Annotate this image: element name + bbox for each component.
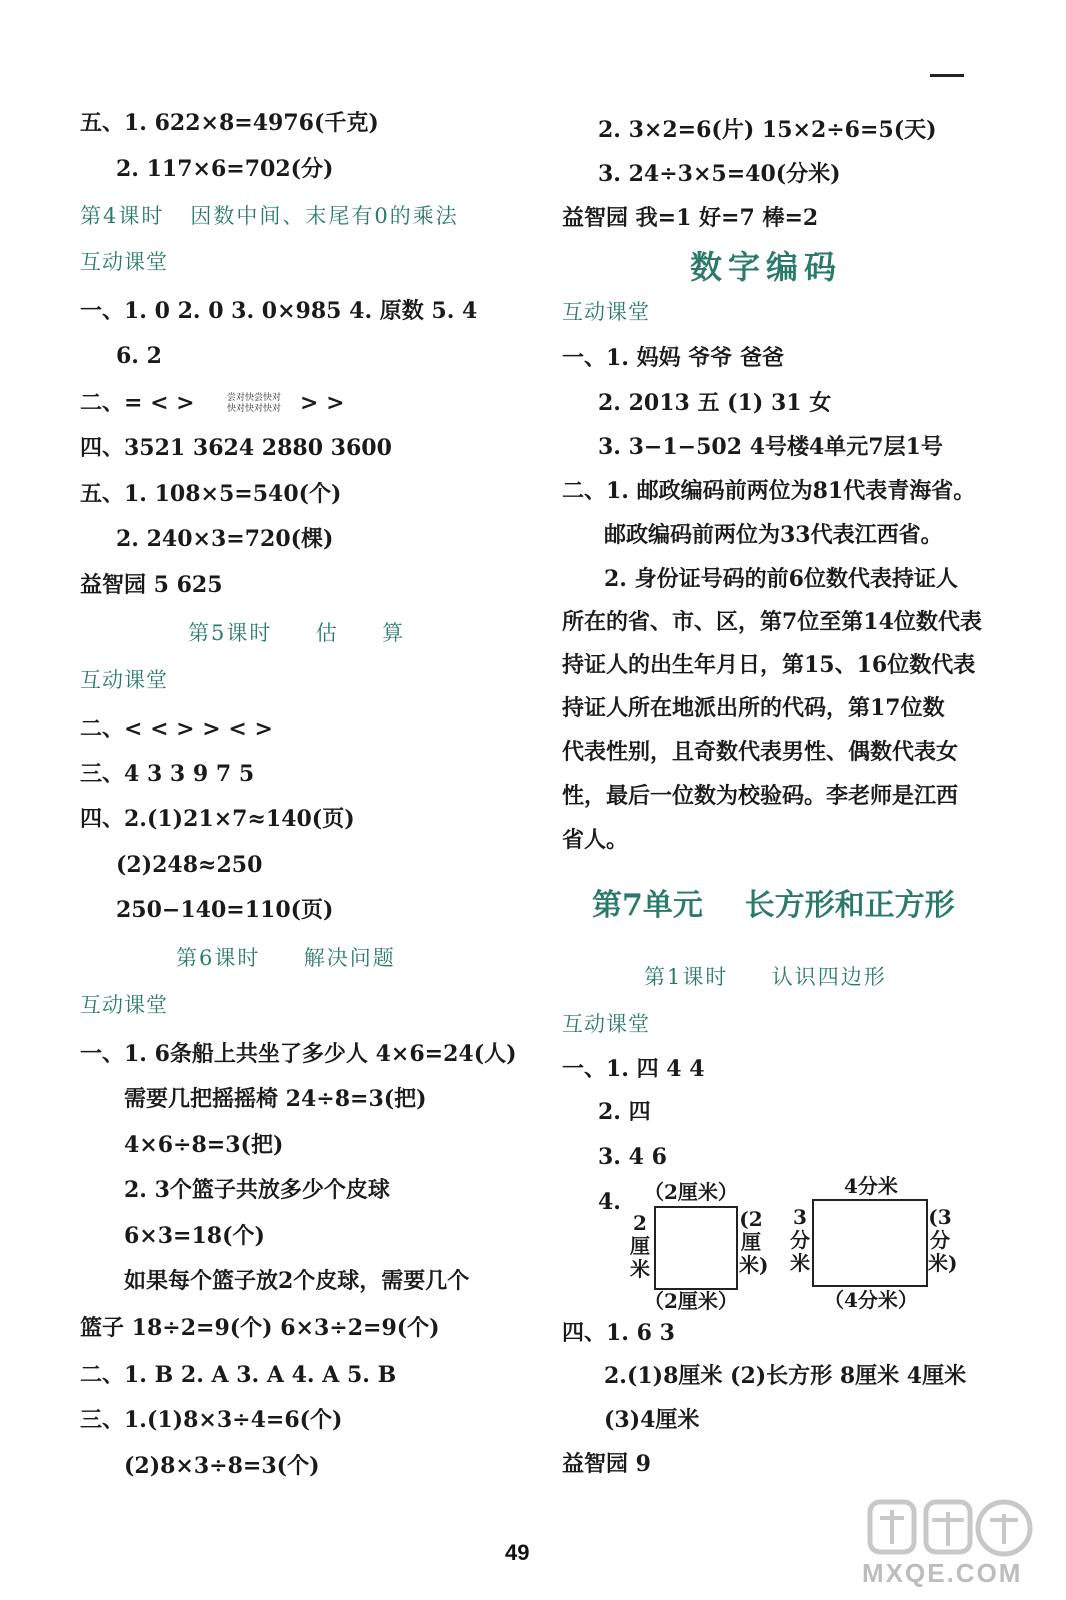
- section-title: 数字编码: [690, 248, 843, 286]
- answer-line: 3. 4 6: [598, 1144, 667, 1170]
- answer-line: 2. 240×3=720(棵): [116, 526, 334, 552]
- answer-line: 2. 3个篮子共放多少个皮球: [124, 1177, 390, 1203]
- section-label: 互动课堂: [80, 250, 168, 274]
- answer-line: 五、1. 622×8=4976(千克): [80, 110, 379, 136]
- section-label: 互动课堂: [80, 668, 168, 692]
- answer-line: > >: [300, 390, 345, 416]
- unit-title: 第7单元 长方形和正方形: [592, 888, 955, 923]
- page-number: 49: [505, 1540, 530, 1565]
- answer-line: 一、1. 四 4 4: [562, 1056, 705, 1082]
- lesson-heading: 第4课时 因数中间、末尾有0的乘法: [80, 204, 459, 228]
- answer-line: 三、1.(1)8×3÷4=6(个): [80, 1407, 343, 1433]
- answer-line: 4×6÷8=3(把): [124, 1132, 284, 1158]
- watermark-icon: [862, 1496, 1042, 1560]
- square-left-label: 2厘米: [630, 1211, 650, 1281]
- answer-line: (2)248≈250: [116, 852, 263, 878]
- section-label: 互动课堂: [562, 300, 650, 324]
- answer-line: 2. 3×2=6(片) 15×2÷6=5(天): [598, 117, 937, 143]
- answer-line: 四、1. 6 3: [562, 1320, 675, 1346]
- answer-line: 如果每个篮子放2个皮球，需要几个: [124, 1268, 470, 1294]
- answer-line: 益智园 5 625: [80, 572, 223, 598]
- rect-right-label: (3分米): [928, 1205, 958, 1275]
- answer-line: 三、4 3 3 9 7 5: [80, 761, 255, 787]
- answer-line: 2. 2013 五 (1) 31 女: [598, 390, 832, 416]
- answer-line: 益智园 我=1 好=7 棒=2: [562, 205, 819, 231]
- square-bottom-label: （2厘米）: [644, 1289, 738, 1313]
- square-shape: [654, 1206, 738, 1290]
- answer-line: 二、< < > > < >: [80, 716, 273, 742]
- answer-line: 6. 2: [116, 343, 162, 369]
- tiny-note: 尝对快尝快对: [227, 393, 282, 403]
- answer-line: 四、2.(1)21×7≈140(页): [80, 806, 355, 832]
- answer-line: 所在的省、市、区，第7位至第14位数代表: [562, 609, 982, 635]
- answer-line: 持证人的出生年月日，第15、16位数代表: [562, 652, 976, 678]
- answer-line: 一、1. 0 2. 0 3. 0×985 4. 原数 5. 4: [80, 298, 478, 324]
- answer-line: 3. 24÷3×5=40(分米): [598, 161, 841, 187]
- rect-left-label: 3分米: [790, 1205, 810, 1275]
- rect-top-label: 4分米: [844, 1174, 898, 1198]
- answer-line: 邮政编码前两位为33代表江西省。: [604, 522, 943, 548]
- answer-line: 需要几把摇摇椅 24÷8=3(把): [124, 1086, 427, 1112]
- tiny-note: 快对快对快对: [227, 404, 282, 414]
- answer-line: 2. 四: [598, 1099, 651, 1125]
- answer-line: 250−140=110(页): [116, 897, 334, 923]
- answer-line: 2. 117×6=702(分): [116, 156, 334, 182]
- answer-line: 一、1. 6条船上共坐了多少人 4×6=24(人): [80, 1041, 517, 1067]
- answer-line: 一、1. 妈妈 爷爷 爸爸: [562, 345, 784, 371]
- answer-line: 4.: [598, 1189, 621, 1215]
- answer-line: (3)4厘米: [604, 1407, 700, 1433]
- watermark-logo: [862, 1496, 1042, 1592]
- answer-line: 6×3=18(个): [124, 1223, 265, 1249]
- answer-line: 篮子 18÷2=9(个) 6×3÷2=9(个): [80, 1315, 440, 1341]
- rect-bottom-label: （4分米）: [824, 1288, 918, 1312]
- answer-line: 二、1. 邮政编码前两位为81代表青海省。: [562, 478, 976, 504]
- answer-line: 益智园 9: [562, 1451, 651, 1477]
- square-top-label: （2厘米）: [644, 1180, 738, 1204]
- corner-mark: [930, 74, 964, 77]
- watermark-text: MXQE.COM: [862, 1558, 1023, 1588]
- lesson-heading: 第6课时 解决问题: [176, 946, 396, 970]
- answer-line: 2.(1)8厘米 (2)长方形 8厘米 4厘米: [604, 1363, 967, 1389]
- answer-line: 省人。: [562, 827, 629, 853]
- section-label: 互动课堂: [562, 1012, 650, 1036]
- answer-line: 代表性别，且奇数代表男性、偶数代表女: [562, 739, 959, 765]
- rectangle-shape: [812, 1199, 928, 1287]
- answer-line: 四、3521 3624 2880 3600: [80, 435, 392, 461]
- answer-line: (2)8×3÷8=3(个): [124, 1453, 320, 1479]
- answer-line: 二、= < >: [80, 390, 195, 416]
- answer-line: 2. 身份证号码的前6位数代表持证人: [604, 566, 958, 592]
- answer-line: 五、1. 108×5=540(个): [80, 481, 342, 507]
- lesson-heading: 第1课时 认识四边形: [644, 965, 887, 989]
- square-right-label: (2厘米): [739, 1207, 769, 1277]
- section-label: 互动课堂: [80, 993, 168, 1017]
- answer-line: 3. 3−1−502 4号楼4单元7层1号: [598, 434, 943, 460]
- answer-line: 二、1. B 2. A 3. A 4. A 5. B: [80, 1362, 397, 1388]
- lesson-heading: 第5课时 估 算: [188, 621, 406, 645]
- answer-line: 性，最后一位数为校验码。李老师是江西: [562, 783, 959, 809]
- answer-line: 持证人所在地派出所的代码，第17位数: [562, 695, 945, 721]
